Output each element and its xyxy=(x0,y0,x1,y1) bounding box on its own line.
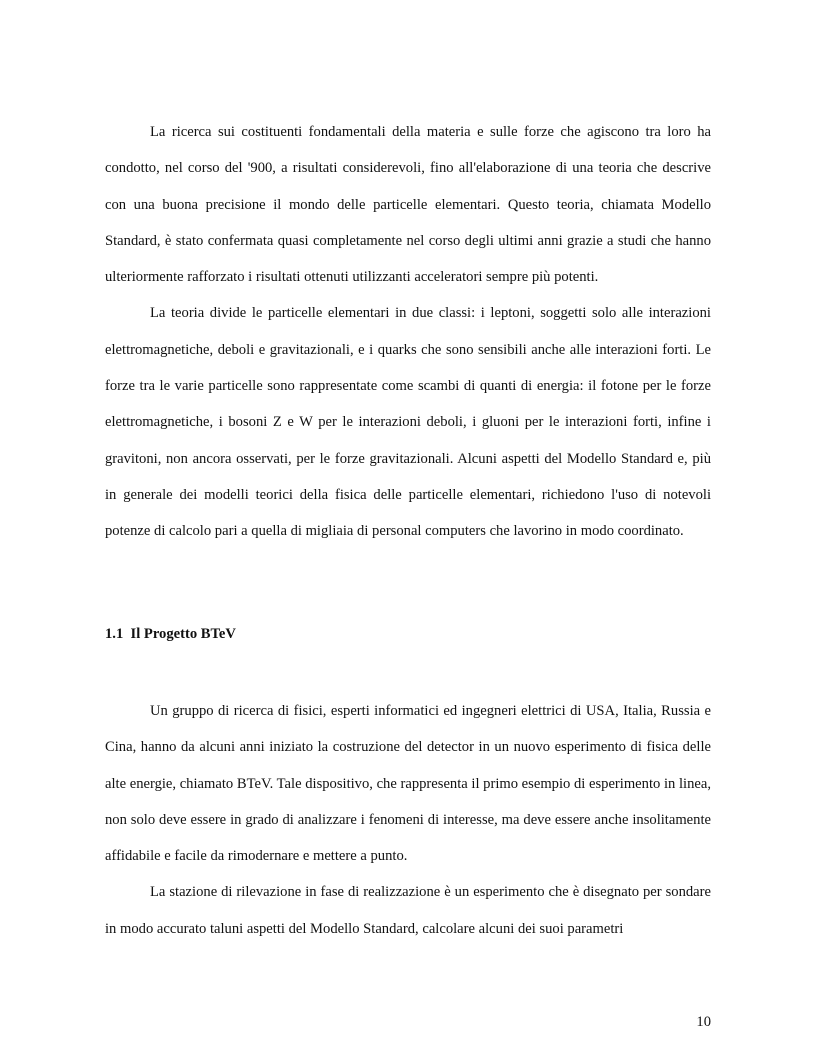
paragraph-modello-standard: La ricerca sui costituenti fondamentali della materia e sulle forze che agiscono tra loro ha condotto, nel corso del '900, a risultati considerevoli, fino all'elaborazione di una teoria che descrive con una buona precisione il mondo delle particelle elementari. Questo teoria, chiamata Modello Standard, è stato confermata quasi completamente nel corso degli ultimi anni grazie a studi che hanno ulteriormente rafforzato i risultati ottenuti utilizzanti acceleratori sempre più potenti. xyxy=(105,124,711,286)
section-title: Il Progetto BTeV xyxy=(130,626,236,642)
paragraph-stazione-rilevazione: La stazione di rilevazione in fase di realizzazione è un esperimento che è disegnato per sondare in modo accurato taluni aspetti del Modello Standard, calcolare alcuni dei suoi parametri xyxy=(105,884,711,937)
intro-text-block xyxy=(105,114,711,550)
page-number: 10 xyxy=(696,1014,711,1030)
section-text-block xyxy=(105,693,711,947)
paragraph-gruppo-ricerca: Un gruppo di ricerca di fisici, esperti informatici ed ingegneri elettrici di USA, Italia, Russia e Cina, hanno da alcuni anni iniziato la costruzione del detector in un nuovo esperimento di fisica delle alte energie, chiamato BTeV. Tale dispositivo, che rappresenta il primo esempio di esperimento in linea, non solo deve essere in grado di analizzare i fenomeni di interesse, ma deve essere anche insolitamente affidabile e facile da rimodernare e mettere a punto. xyxy=(105,703,711,865)
section-heading xyxy=(105,622,236,646)
section-number: 1.1 xyxy=(105,626,124,642)
paragraph-particelle-classi: La teoria divide le particelle elementari in due classi: i leptoni, soggetti solo alle interazioni elettromagnetiche, deboli e gravitazionali, e i quarks che sono sensibili anche alle interazioni forti. Le forze tra le varie particelle sono rappresentate come scambi di quanti di energia: il fotone per le forze elettromagnetiche, i bosoni Z e W per le interazioni deboli, i gluoni per le interazioni forti, infine i gravitoni, non ancora osservati, per le forze gravitazionali. Alcuni aspetti del Modello Standard e, più in generale dei modelli teorici della fisica delle particelle elementari, richiedono l'uso di notevoli potenze di calcolo pari a quella di migliaia di personal computers che lavorino in modo coordinato. xyxy=(105,305,711,540)
